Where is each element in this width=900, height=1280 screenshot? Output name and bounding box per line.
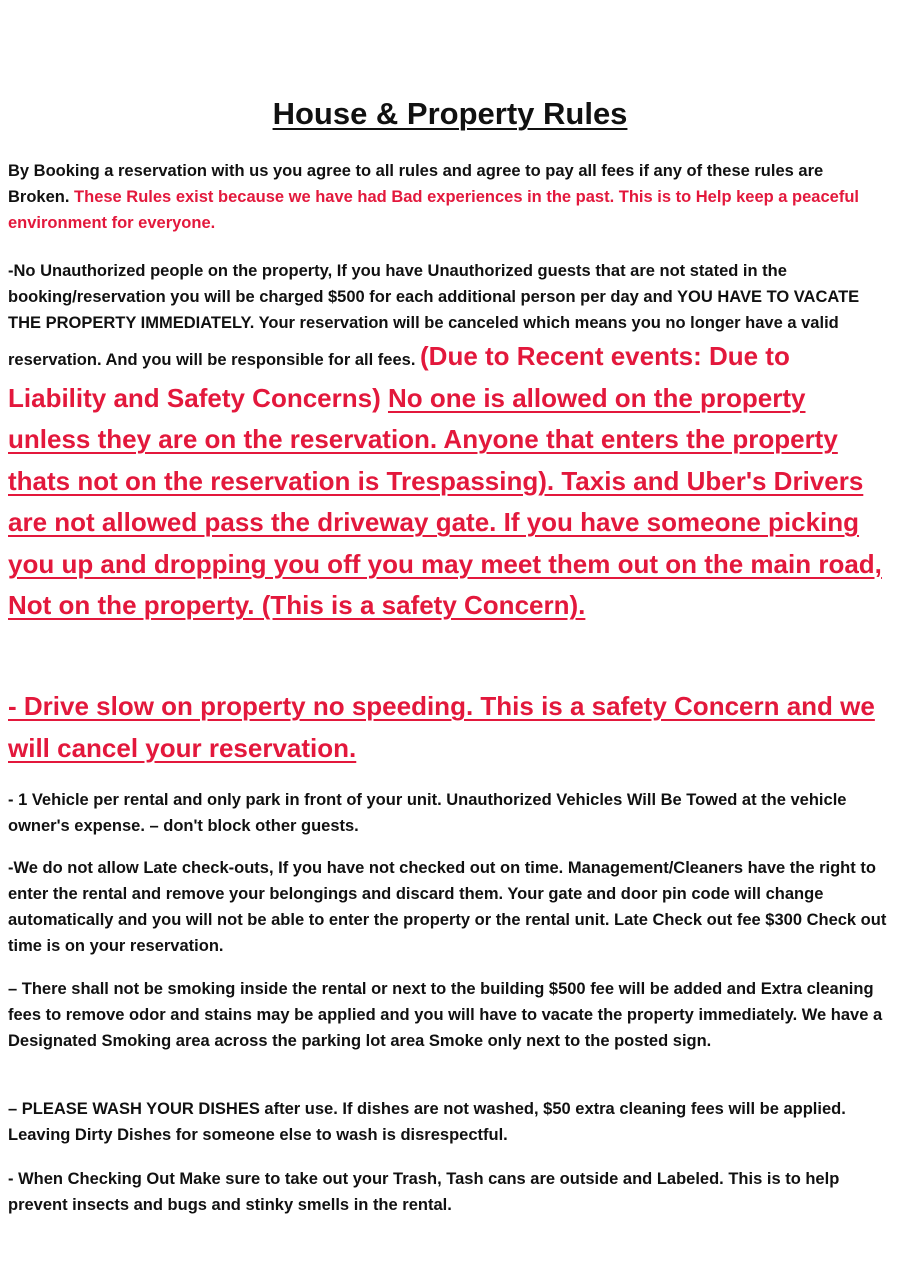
document-title: House & Property Rules: [272, 96, 628, 131]
guests-rule-trespass-notice: No one is allowed on the property unless they are on the reservation. Anyone that enters the property thats not on the reservation is Trespassing). Taxis and Uber's Drivers are not allowed pass the driveway gate. If you have someone picking you up and dropping you off you may meet them out on the main road, Not on the property. (This is a safety Concern).: [8, 382, 882, 620]
speed-rule-paragraph: - Drive slow on property no speeding. This is a safety Concern and we will cancel your reservation.: [8, 691, 875, 763]
guests-rule-text: -No Unauthorized people on the property, If you have Unauthorized guests that are not stated in the booking/reservation you will be charged $500 for each additional person per day and YOU HAVE TO VACATE THE PROPERTY IMMEDIATELY. Your reservation will be canceled which means you no longer have a valid reservation. And you will be responsible for all fees.: [8, 262, 860, 369]
guests-rule-notice: (Due to Recent events: Due to Liability and Safety Concerns): [8, 341, 790, 413]
intro-text: By Booking a reservation with us you agree to all rules and agree to pay all fees if any of these rules are Broken.: [8, 162, 824, 206]
intro-paragraph: [8, 158, 888, 236]
vehicle-rule-paragraph: - 1 Vehicle per rental and only park in front of your unit. Unauthorized Vehicles Will Be Towed at the vehicle owner's expense. – don't block other guests.: [8, 791, 847, 835]
trash-rule-paragraph: - When Checking Out Make sure to take out your Trash, Tash cans are outside and Labeled. This is to help prevent insects and bugs and stinky smells in the rental.: [8, 1170, 840, 1214]
smoking-rule-paragraph: – There shall not be smoking inside the rental or next to the building $500 fee will be added and Extra cleaning fees to remove odor and stains may be applied and you will have to vacate the property immediately. We have a Designated Smoking area across the parking lot area Smoke only next to the posted sign.: [8, 980, 883, 1050]
checkout-rule-paragraph: -We do not allow Late check-outs, If you have not checked out on time. Management/Cleaners have the right to enter the rental and remove your belongings and discard them. Your gate and door pin code will change automatically and you will not be able to enter the property or the rental unit. Late Check out fee $300 Check out time is on your reservation.: [8, 859, 887, 955]
dishes-rule-paragraph: – PLEASE WASH YOUR DISHES after use. If dishes are not washed, $50 extra cleaning fees will be applied. Leaving Dirty Dishes for someone else to wash is disrespectful.: [8, 1100, 846, 1144]
intro-warning-text: These Rules exist because we have had Bad experiences in the past. This is to Help keep a peaceful environment for everyone.: [8, 188, 859, 232]
guests-rule-paragraph: [8, 258, 888, 627]
